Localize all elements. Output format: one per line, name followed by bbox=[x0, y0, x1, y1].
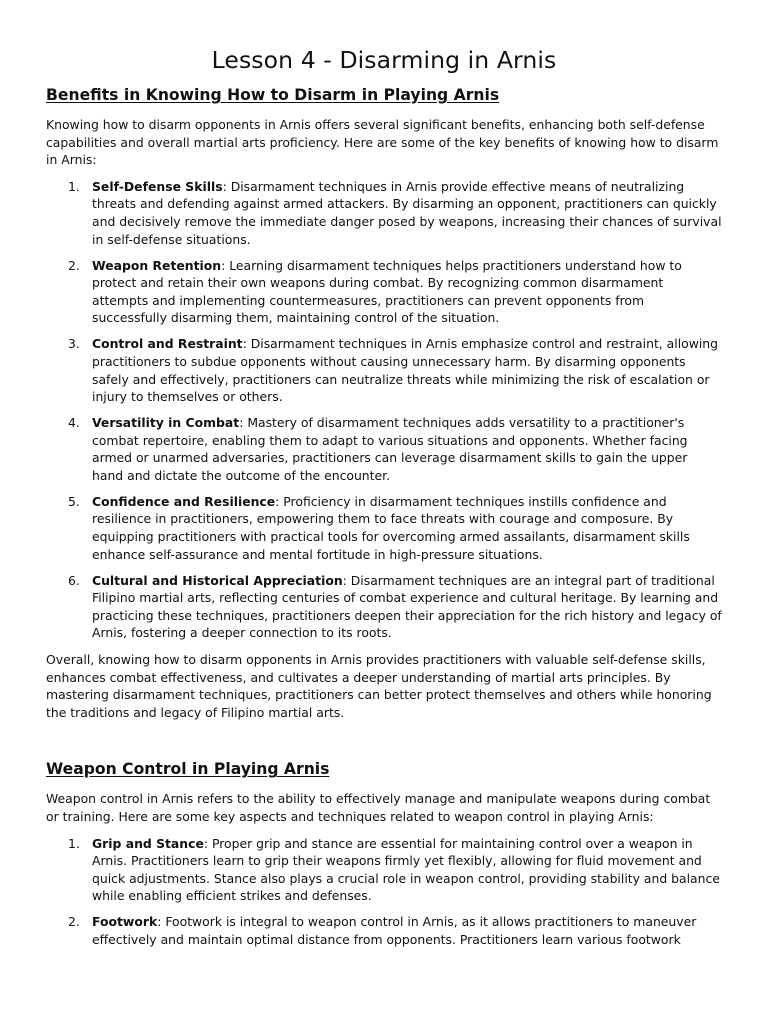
list-item-term: Footwork bbox=[92, 914, 158, 930]
list-item-number: 1. bbox=[68, 835, 80, 851]
list-item-term: Self-Defense Skills bbox=[92, 178, 223, 194]
weapon-control-intro-paragraph: Weapon control in Arnis refers to the ability to effectively manage and manipulate weapons during combat or training. Here are some key aspects and techniques related to weapon control in playing Arnis: bbox=[46, 791, 711, 824]
list-item bbox=[46, 414, 722, 484]
list-item-term: Grip and Stance bbox=[92, 835, 204, 851]
list-item-text: : Learning disarmament techniques helps practitioners understand how to protect and retain their own weapons during combat. By recognizing common disarmament attempts and implementing countermeasures, practitioners can prevent opponents from successfully disarming them, maintaining control of the situation. bbox=[92, 257, 682, 326]
list-item-term: Versatility in Combat bbox=[92, 415, 240, 431]
list-item-number: 5. bbox=[68, 493, 80, 509]
list-item-number: 4. bbox=[68, 415, 80, 431]
list-item-text: : Disarmament techniques in Arnis emphasize control and restraint, allowing practitioners to subdue opponents without causing unnecessary harm. By disarming opponents safely and effectively, practitioners can neutralize threats while minimizing the risk of escalation or injury to themselves or others. bbox=[92, 336, 719, 405]
list-item-term: Confidence and Resilience bbox=[92, 493, 276, 509]
list-item-number: 2. bbox=[68, 257, 80, 273]
benefits-intro-paragraph: Knowing how to disarm opponents in Arnis offers several significant benefits, enhancing both self-defense capabilities and overall martial arts proficiency. Here are some of the key benefits of knowing how to disarm in Arnis: bbox=[46, 117, 719, 168]
list-item-number: 6. bbox=[68, 572, 80, 588]
list-item-text: : Proficiency in disarmament techniques instills confidence and resilience in practitioners, empowering them to face threats with courage and composure. By equipping practitioners with practical tools for overcoming armed assailants, disarmament skills enhance self-assurance and mental fortitude in high-pressure situations. bbox=[92, 493, 690, 562]
list-item bbox=[46, 335, 722, 405]
benefits-closing-paragraph: Overall, knowing how to disarm opponents in Arnis provides practitioners with valuable self-defense skills, enhances combat effectiveness, and cultivates a deeper understanding of martial arts principles. By mastering disarmament techniques, practitioners can better protect themselves and others while honoring the traditions and legacy of Filipino martial arts. bbox=[46, 651, 712, 720]
list-item bbox=[46, 572, 722, 642]
list-item-term: Control and Restraint bbox=[92, 336, 243, 352]
list-item-number: 2. bbox=[68, 914, 80, 930]
list-item-text: : Disarmament techniques are an integral part of traditional Filipino martial arts, reflecting centuries of combat experience and cultural heritage. By learning and practicing these techniques, practitioners deepen their appreciation for the rich history and legacy of Arnis, fostering a deeper connection to its roots. bbox=[92, 572, 722, 641]
weapon-control-list bbox=[46, 835, 722, 949]
list-item bbox=[46, 493, 722, 563]
list-item bbox=[46, 257, 722, 327]
section-heading-benefits: Benefits in Knowing How to Disarm in Playing Arnis bbox=[46, 86, 500, 104]
list-item-number: 3. bbox=[68, 336, 80, 352]
page-title: Lesson 4 - Disarming in Arnis bbox=[211, 46, 557, 74]
list-item-number: 1. bbox=[68, 178, 80, 194]
list-item bbox=[46, 913, 722, 948]
section-heading-weapon-control: Weapon Control in Playing Arnis bbox=[46, 760, 330, 779]
list-item-text: : Disarmament techniques in Arnis provide effective means of neutralizing threats and defending against armed attackers. By disarming an opponent, practitioners can quickly and decisively remove the immediate danger posed by weapons, increasing their chances of survival in self-defense situations. bbox=[92, 178, 722, 247]
list-item-text: : Proper grip and stance are essential for maintaining control over a weapon in Arnis. Practitioners learn to grip their weapons firmly yet flexibly, allowing for fluid movement and quick adjustments. Stance also plays a crucial role in weapon control, providing stability and balance while enabling efficient strikes and defenses. bbox=[92, 835, 720, 904]
list-item-text: : Mastery of disarmament techniques adds versatility to a practitioner's combat repertoire, enabling them to adapt to various situations and opponents. Whether facing armed or unarmed adversaries, practitioners can leverage disarmament skills to gain the upper hand and dictate the outcome of the encounter. bbox=[92, 415, 688, 483]
list-item-term: Cultural and Historical Appreciation bbox=[92, 572, 343, 588]
benefits-list bbox=[46, 178, 722, 642]
list-item-text: : Footwork is integral to weapon control in Arnis, as it allows practitioners to maneuver effectively and maintain optimal distance from opponents. Practitioners learn various footwork bbox=[92, 914, 697, 947]
list-item bbox=[46, 178, 722, 248]
list-item bbox=[46, 835, 722, 905]
list-item-term: Weapon Retention bbox=[92, 257, 222, 273]
